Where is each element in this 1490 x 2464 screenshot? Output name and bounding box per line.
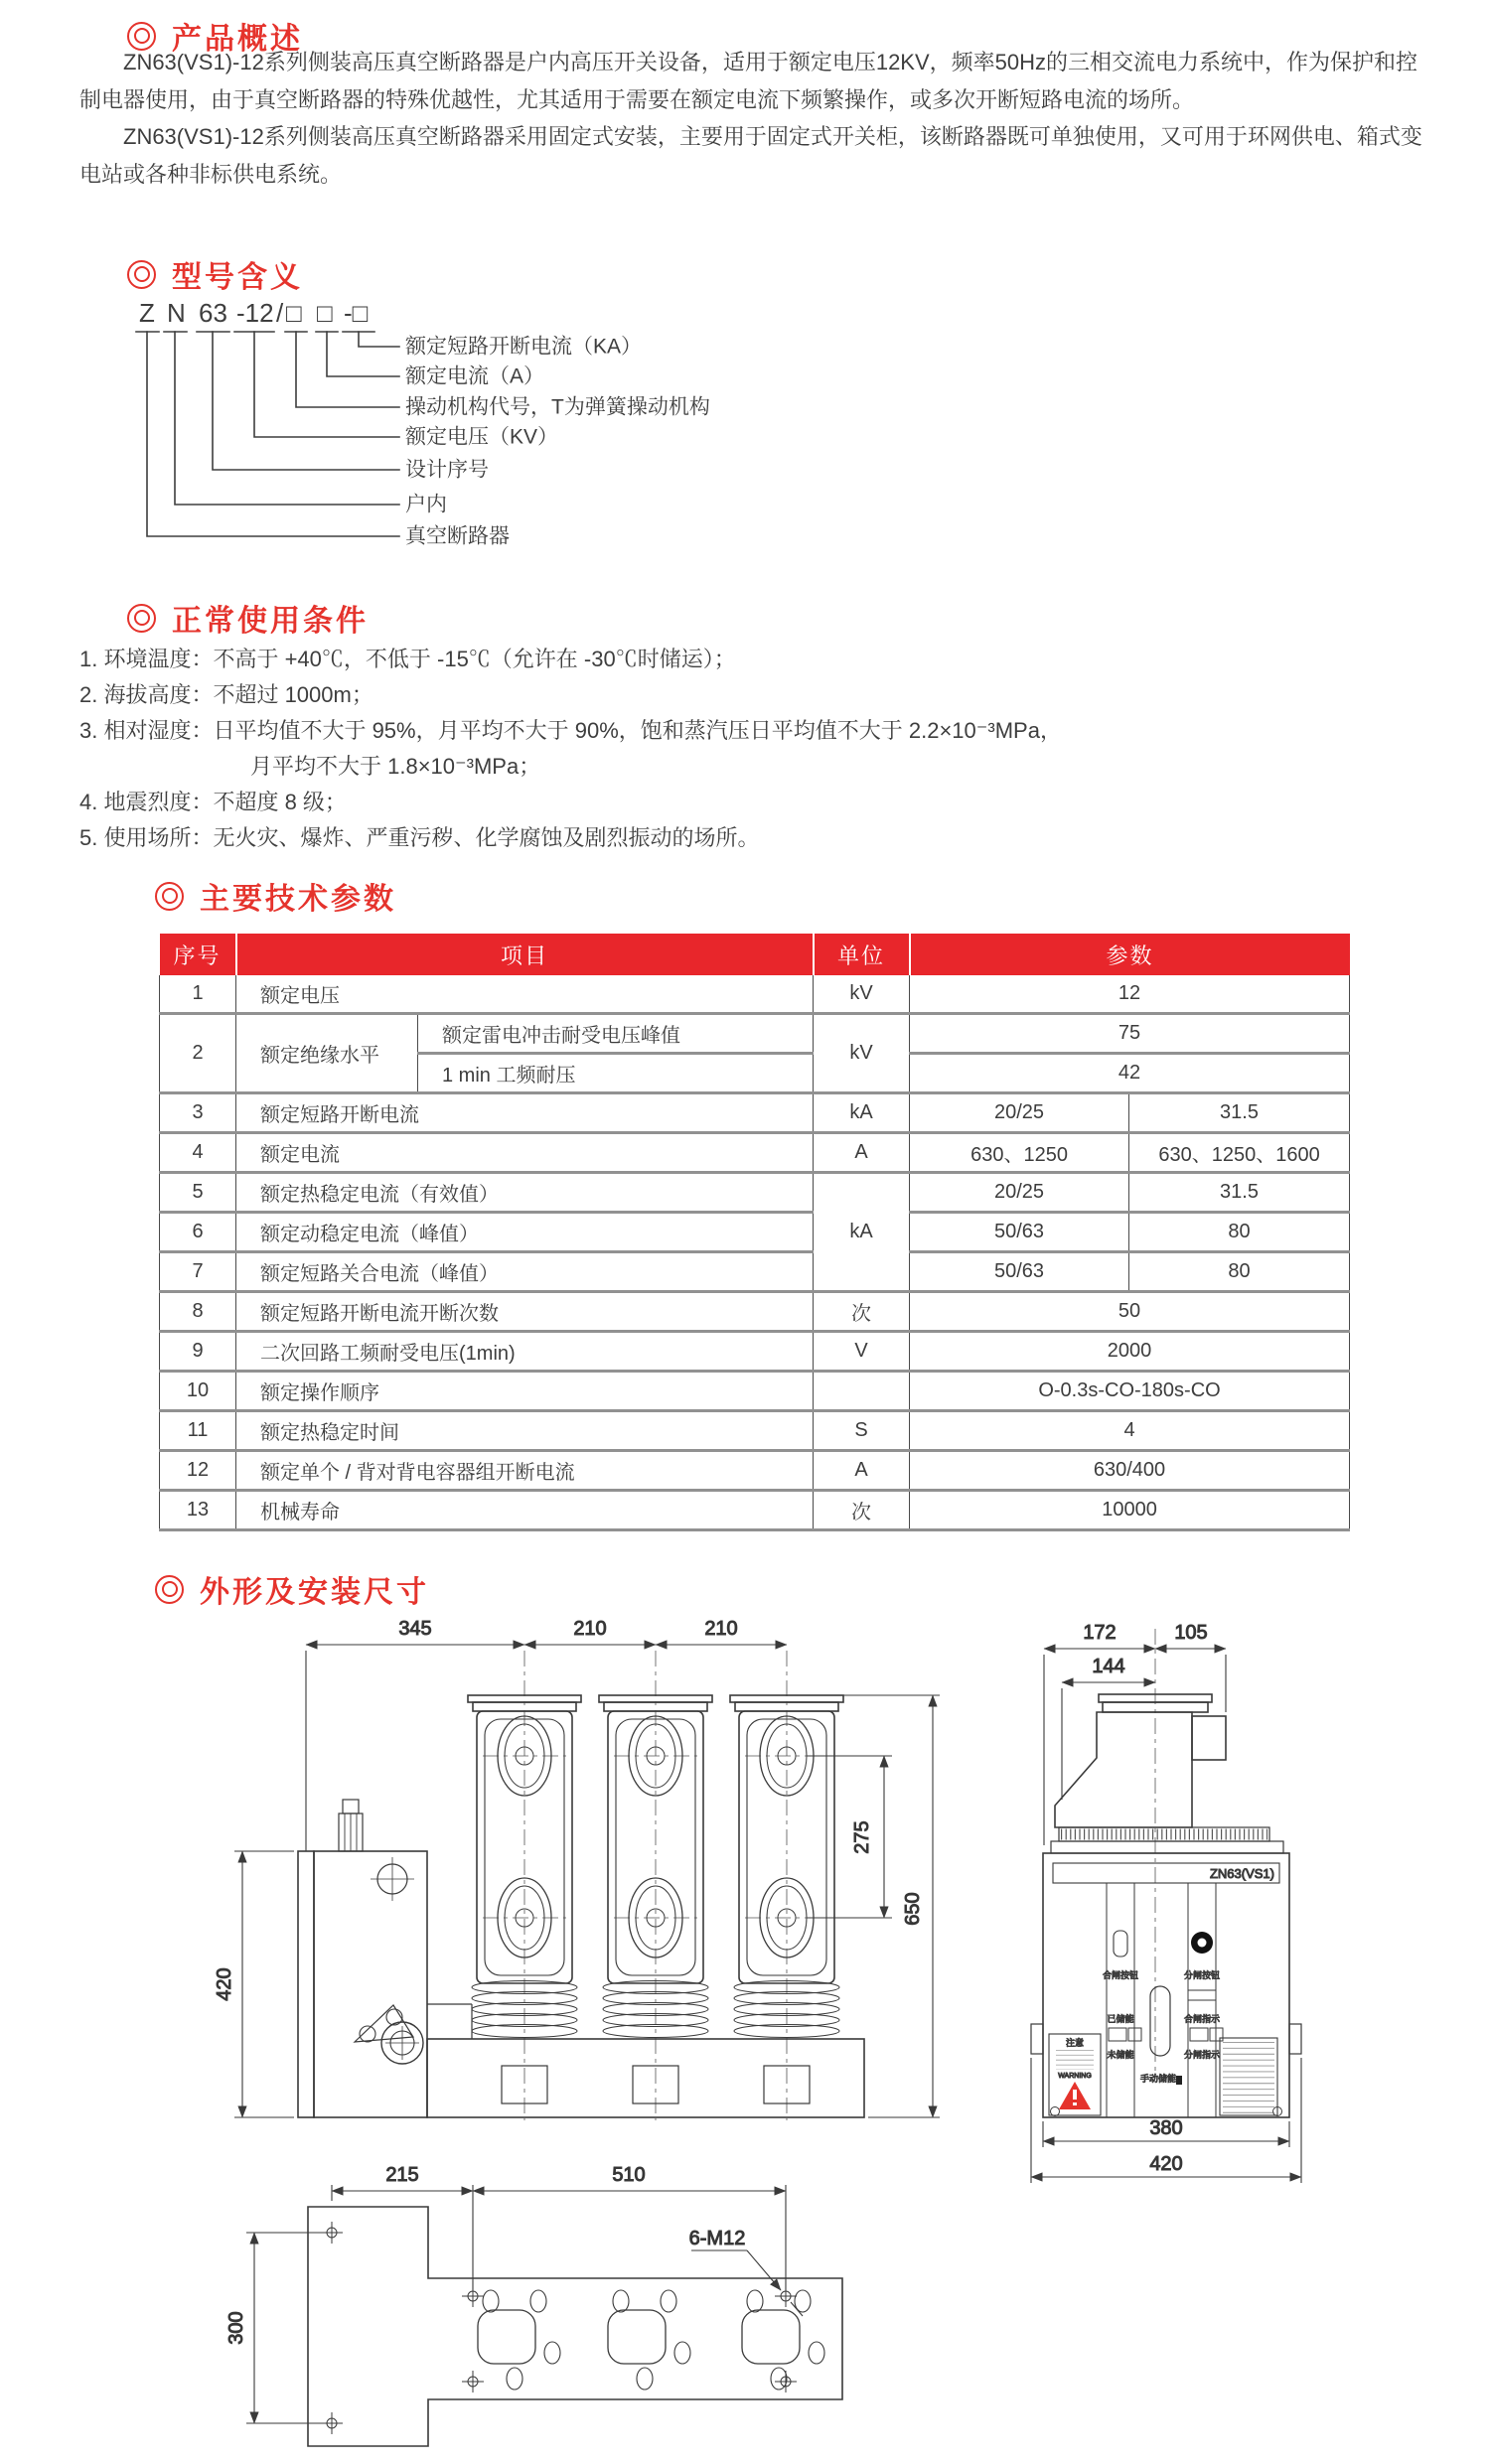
condition-item: 5. 使用场所：无火灾、爆炸、严重污秽、化学腐蚀及剧烈振动的场所。 <box>79 825 760 850</box>
table-row: 1 min 工频耐压 42 <box>160 1054 1350 1093</box>
overview-paragraph: ZN63(VS1)-12系列侧装高压真空断路器采用固定式安装，主要用于固定式开关柜，该断路器既可单独使用，又可用于环网供电、箱式变电站或各种非标供电系统。 <box>79 124 1422 187</box>
model-label: 额定电流（A） <box>405 364 545 388</box>
warning-label: WARNING <box>1058 2073 1092 2080</box>
dim-210-label: 210 <box>573 1618 607 1640</box>
manual-charge-label: 手动储能 <box>1139 2074 1177 2084</box>
close-indicator-label: 合闸指示 <box>1183 2014 1221 2024</box>
table-row: 11 额定热稳定时间 S 4 <box>160 1411 1350 1451</box>
section-title-model: 型号含义 <box>127 252 303 296</box>
base-frame <box>427 2004 864 2117</box>
open-indicator-label: 分闸指示 <box>1183 2050 1221 2060</box>
uncharged-label: 未储能 <box>1107 2050 1134 2060</box>
charged-label: 已储能 <box>1107 2014 1134 2024</box>
notice-label: 注意 <box>1065 2038 1085 2048</box>
condition-item: 3. 相对湿度：日平均值不大于 95%，月平均不大于 90%，饱和蒸汽压日平均值不大于 2.2×10⁻³MPa， <box>79 718 1062 743</box>
col-header-no: 序号 <box>160 934 236 975</box>
close-button-label: 合闸按钮 <box>1102 1970 1139 1980</box>
model-code-segment: 63 <box>199 298 227 328</box>
bullseye-icon <box>127 260 156 289</box>
warning-plate <box>1049 2034 1101 2115</box>
open-button-label: 分闸按钮 <box>1183 1970 1221 1980</box>
condition-item: 1. 环境温度：不高于 +40℃，不低于 -15℃（允许在 -30℃时储运）； <box>79 647 736 671</box>
table-row: 10 额定操作顺序 O-0.3s-CO-180s-CO <box>160 1372 1350 1411</box>
table-row: 8 额定短路开断电流开断次数 次 50 <box>160 1292 1350 1332</box>
model-code-segment: □ <box>317 298 333 328</box>
dim-300-label: 300 <box>225 2311 247 2345</box>
vacuum-pole <box>468 1695 581 2038</box>
model-labels <box>405 336 710 548</box>
dim-6m12-label: 6-M12 <box>688 2228 746 2249</box>
model-designation-diagram <box>136 298 710 548</box>
table-row: 2 额定绝缘水平 额定雷电冲击耐受电压峰值 kV 75 <box>160 1014 1350 1054</box>
col-header-item: 项目 <box>236 934 814 975</box>
dim-650-label: 650 <box>902 1892 924 1926</box>
model-code-segment: N <box>167 298 186 328</box>
table-row: 7 额定短路关合电流（峰值） 50/63 80 <box>160 1252 1350 1292</box>
overview-paragraph: ZN63(VS1)-12系列侧装高压真空断路器是户内高压开关设备，适用于额定电压12KV，频率50Hz的三相交流电力系统中，作为保护和控制电器使用，由于真空断路器的特殊优越性，尤其适用于需要在额定电流下频繁操作，或多次开断短路电流的场所。 <box>79 50 1418 112</box>
side-view-drawing <box>1031 1622 1301 2183</box>
dim-510-label: 510 <box>612 2164 646 2186</box>
warning-triangle-icon <box>1059 2082 1091 2109</box>
model-label: 额定电压（KV） <box>405 425 559 449</box>
bullseye-icon <box>127 604 156 633</box>
table-row: 12 额定单个 / 背对背电容器组开断电流 A 630/400 <box>160 1451 1350 1491</box>
dim-420-label: 420 <box>214 1967 235 2001</box>
conditions-list <box>79 642 1411 856</box>
m12-holes <box>321 2222 797 2434</box>
section-title-dimensions: 外形及安装尺寸 <box>155 1567 429 1611</box>
model-label: 额定短路开断电流（KA） <box>405 335 643 359</box>
vacuum-pole <box>599 1695 712 2038</box>
table-row: 6 额定动稳定电流（峰值） 50/63 80 <box>160 1213 1350 1252</box>
model-label: 操动机构代号，T为弹簧操动机构 <box>405 395 710 419</box>
dim-210-label: 210 <box>704 1618 738 1640</box>
table-row: 3 额定短路开断电流 kA 20/25 31.5 <box>160 1093 1350 1133</box>
condition-item-continuation: 月平均不大于 1.8×10⁻³MPa； <box>250 754 541 779</box>
dim-172-label: 172 <box>1083 1622 1117 1644</box>
model-code-segment: / <box>276 298 284 328</box>
page-title: 产品概述 <box>172 23 303 56</box>
vacuum-pole <box>730 1695 843 2038</box>
section-title-conditions: 正常使用条件 <box>127 596 369 640</box>
nameplate <box>1220 2038 1277 2115</box>
side-pole-body <box>1051 1694 1283 1853</box>
bullseye-icon <box>155 1575 184 1604</box>
mechanism-housing <box>298 1800 427 2117</box>
dim-105-label: 105 <box>1174 1622 1208 1644</box>
condition-item: 2. 海拔高度：不超过 1000m； <box>79 682 373 707</box>
parameters-table <box>159 934 1350 1531</box>
side-cabinet <box>1031 1853 1301 2117</box>
dim-275-label: 275 <box>851 1820 873 1854</box>
model-code-segment: Z <box>139 298 155 328</box>
model-label: 真空断路器 <box>405 524 510 548</box>
col-header-unit: 单位 <box>814 934 910 975</box>
mounting-plate-drawing <box>225 2164 842 2446</box>
front-view-drawing <box>214 1618 940 2120</box>
model-label: 设计序号 <box>405 458 489 482</box>
model-code-segment: □ <box>286 298 302 328</box>
dim-144-label: 144 <box>1092 1656 1125 1677</box>
table-header-row <box>160 934 1350 975</box>
dim-215-label: 215 <box>385 2164 419 2186</box>
dim-380-label: 380 <box>1149 2117 1183 2139</box>
col-header-param: 参数 <box>910 934 1350 975</box>
side-model-label: ZN63(VS1) <box>1209 1866 1274 1881</box>
dim-345-label: 345 <box>398 1618 432 1640</box>
model-code-segment: -12 <box>236 298 274 328</box>
table-row: 4 额定电流 A 630、1250 630、1250、1600 <box>160 1133 1350 1173</box>
table-row: 1 额定电压 kV 12 <box>160 975 1350 1014</box>
table-row: 5 额定热稳定电流（有效值） kA 20/25 31.5 <box>160 1173 1350 1213</box>
section-title-parameters: 主要技术参数 <box>155 874 396 918</box>
table-row: 9 二次回路工频耐受电压(1min) V 2000 <box>160 1332 1350 1372</box>
bullseye-icon <box>155 882 184 911</box>
condition-item: 4. 地震烈度：不超度 8 级； <box>79 790 347 814</box>
overview-paragraphs <box>79 44 1434 193</box>
table-row: 13 机械寿命 次 10000 <box>160 1491 1350 1530</box>
model-label: 户内 <box>405 493 447 516</box>
dim-420-label: 420 <box>1149 2153 1183 2175</box>
model-code-segment: -□ <box>344 298 369 328</box>
